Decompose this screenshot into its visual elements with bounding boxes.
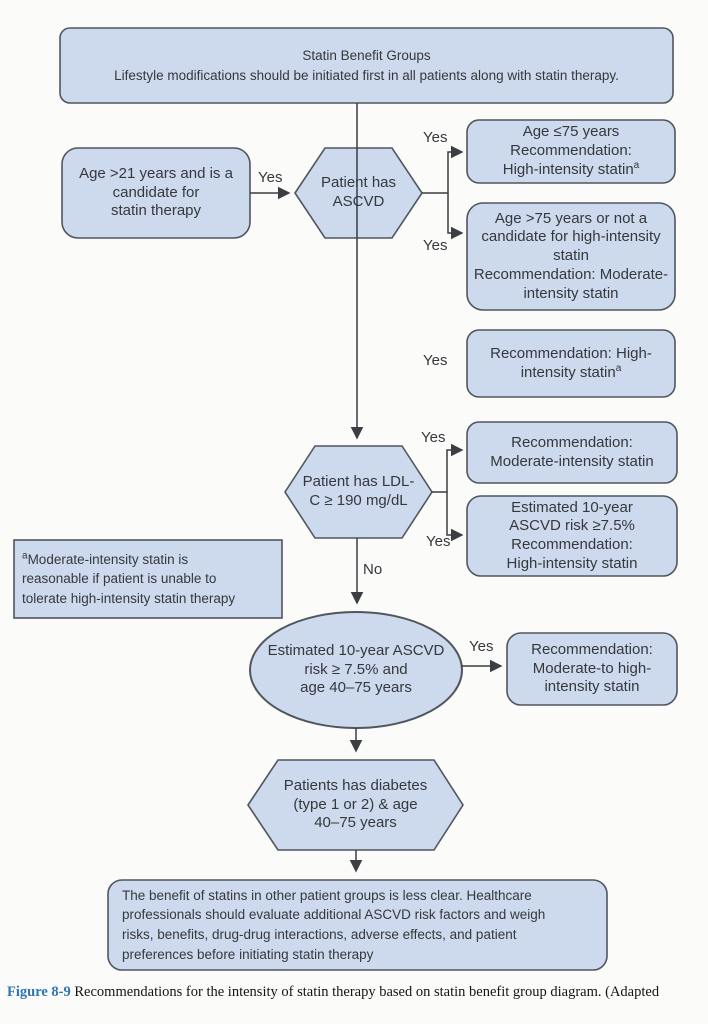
text-line: Recommendation: Moderate-: [473, 265, 669, 283]
header-box: [60, 28, 673, 103]
connector-ldl-to-moderate: [432, 450, 461, 492]
text-line: tolerate high-intensity statin therapy: [22, 590, 236, 606]
text-line: statin therapy: [110, 202, 202, 220]
text-line: 40–75 years: [314, 814, 397, 832]
moderate-box: [467, 422, 677, 483]
connector-ascvd-to-gt75: [448, 193, 461, 233]
text-line: High-intensity statin$^a$: [502, 159, 640, 178]
edge-label-yes-modhigh: Yes: [469, 638, 494, 655]
text-line: Moderate-intensity statin: [490, 452, 654, 470]
risk-ellipse: [250, 612, 462, 728]
text-line: intensity statin: [523, 284, 619, 302]
text-line: candidate for high-intensity: [481, 228, 661, 246]
entry-box: [62, 148, 250, 238]
diabetes-hexagon: [248, 760, 463, 850]
age-le75-box: [467, 120, 675, 183]
footnote-marker: a: [633, 159, 640, 171]
text-line: Statin Benefit Groups: [302, 47, 431, 63]
high-intensity-box: [467, 330, 675, 397]
text-line: age 40–75 years: [300, 679, 412, 697]
figure-caption: [7, 984, 707, 1001]
mod-high-box: [507, 633, 677, 705]
text-line: reasonable if patient is unable to: [22, 571, 217, 587]
other-groups-box: [108, 880, 607, 970]
ascvd-hexagon: [295, 148, 422, 238]
text-line: Estimated 10-year ASCVD: [267, 641, 445, 659]
text-line: Age >75 years or not a: [494, 209, 648, 227]
text-line: (type 1 or 2) & age: [293, 795, 418, 813]
text-line: intensity statin$^a$: [520, 362, 622, 381]
text-line: Moderate-to high-: [532, 659, 652, 677]
edge-label-yes-moderate: Yes: [421, 429, 446, 446]
text-line: Recommendation:: [510, 142, 632, 160]
edge-label-yes-entry: Yes: [258, 169, 283, 186]
ldl-hexagon: [285, 446, 432, 538]
text-line: The benefit of statins in other patient groups is less clear. Healthcare: [122, 887, 532, 903]
text-line: High-intensity statin: [506, 554, 638, 572]
footnote-box: [14, 540, 282, 618]
figure-caption-text: Recommendations for the intensity of statin therapy based on statin benefit group diagram. (Adapted: [70, 984, 660, 1000]
text-line: preferences before initiating statin therapy: [122, 946, 374, 962]
edge-label-no: No: [363, 561, 383, 578]
age-gt75-box: [467, 203, 675, 310]
text-line: risks, benefits, drug-drug interactions, adverse effects, and patient: [122, 927, 517, 942]
connector-ascvd-to-le75: [422, 152, 461, 193]
text-line: Recommendation:: [511, 433, 633, 451]
text-line: ASCVD risk ≥7.5%: [509, 517, 635, 535]
text-line: Patient has: [320, 174, 397, 192]
edge-label-yes-risk: Yes: [426, 533, 451, 550]
edge-label-yes-gt75: Yes: [423, 237, 448, 254]
figure-label: Figure 8-9: [7, 984, 71, 1000]
text-line: risk ≥ 7.5% and: [304, 660, 408, 678]
text-line: professionals should evaluate additional ASCVD risk factors and weigh: [122, 907, 546, 923]
text-line: Lifestyle modifications should be initiated first in all patients along with statin therapy.: [114, 67, 619, 83]
text-line: Age ≤75 years: [522, 123, 620, 141]
text-line: statin: [553, 247, 589, 265]
text-line: Recommendation: High-: [490, 344, 652, 362]
text-line: intensity statin: [544, 678, 640, 696]
edge-label-yes-le75: Yes: [423, 129, 448, 146]
text-line: Recommendation:: [531, 640, 653, 658]
risk-high-box: [467, 496, 677, 576]
text-line: Recommendation:: [511, 536, 633, 553]
text-line: $^a$Moderate-intensity statin is: [22, 550, 189, 567]
text-line: Age >21 years and is a: [79, 164, 233, 182]
connector-ldl-to-risk-high: [447, 492, 461, 535]
text-line: candidate for: [112, 183, 200, 201]
text-line: Estimated 10-year: [511, 498, 633, 516]
text-line: ASCVD: [332, 193, 385, 210]
edge-label-yes-high: Yes: [423, 352, 448, 369]
footnote-marker: a: [615, 362, 622, 374]
footnote-marker: a: [22, 550, 28, 562]
text-line: Patient has LDL-: [302, 473, 415, 491]
text-line: C ≥ 190 mg/dL: [309, 492, 408, 509]
text-line: Patients has diabetes: [283, 776, 428, 794]
